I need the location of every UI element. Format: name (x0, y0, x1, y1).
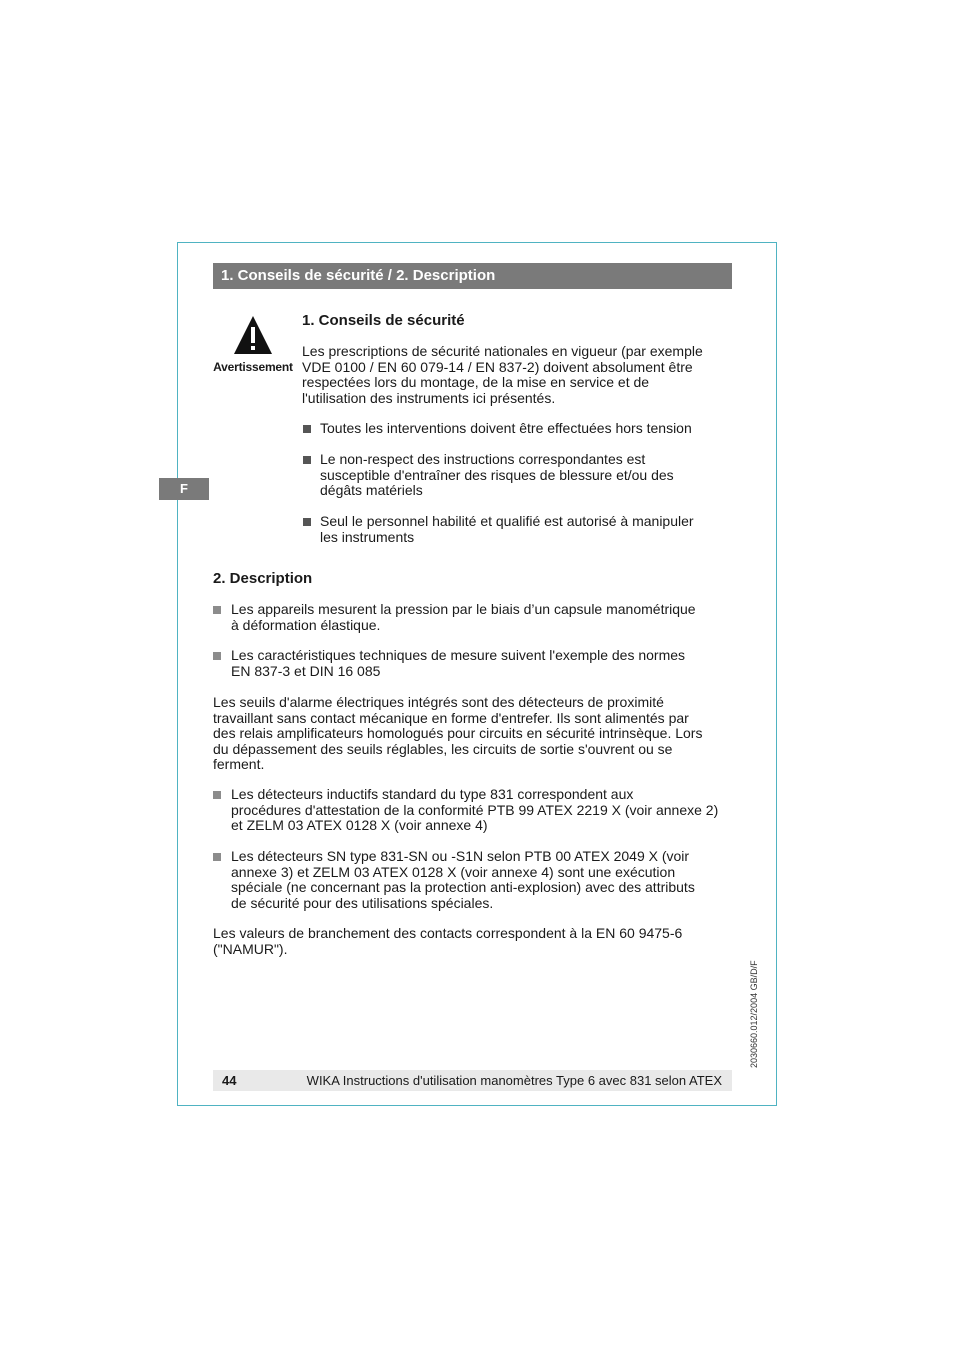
intro-line: VDE 0100 / EN 60 079-14 / EN 837-2) doivent absolument être (302, 358, 693, 375)
bullet-line: Le non-respect des instructions correspondantes est (320, 451, 646, 467)
bullet-line: les instruments (320, 528, 415, 545)
footer-title: WIKA Instructions d'utilisation manomètres Type 6 avec 831 selon ATEX (306, 1073, 722, 1088)
bullet-square-icon (303, 425, 311, 433)
paragraph-line: ("NAMUR"). (213, 940, 288, 957)
section1-bullet (303, 421, 692, 437)
bullet-line: et ZELM 03 ATEX 0128 X (voir annexe 4) (231, 817, 488, 833)
document-code: 2030660.012/2004 GB/D/F (749, 960, 759, 1068)
bullet-line: spéciale (ne concernant pas la protection anti-explosion) avec des attributs (231, 879, 695, 895)
section1-intro (302, 344, 703, 406)
paragraph-line: ferment. (213, 756, 265, 772)
section2-bullet (213, 602, 696, 633)
section2-bullet (213, 849, 695, 911)
paragraph-line: du dépassement des seuils réglables, les circuits de sortie s'ouvrent ou se (213, 740, 673, 757)
section2-heading: 2. Description (213, 570, 313, 587)
bullet-line: dégâts matériels (320, 482, 423, 498)
bullet-line: Les caractéristiques techniques de mesure suivent l'exemple des normes (231, 647, 686, 663)
warning-label: Avertissement (213, 360, 293, 374)
language-tab: F (159, 478, 209, 500)
bullet-line: Seul le personnel habilité et qualifié est autorisé à manipuler (320, 513, 694, 529)
bullet-square-icon (303, 518, 311, 526)
bullet-line: Les détecteurs inductifs standard du type 831 correspondent aux (231, 786, 634, 802)
paragraph-line: des relais amplificateurs homologués pour circuits en sécurité intrinsèque. Lors (213, 725, 703, 741)
bullet-line: EN 837-3 et DIN 16 085 (231, 662, 381, 679)
intro-line: l'utilisation des instruments ici présentés. (302, 389, 556, 406)
bullet-square-icon (213, 853, 221, 861)
paragraph-line: Les seuils d'alarme électriques intégrés sont des détecteurs de proximité (213, 694, 664, 710)
intro-line: respectées lors du montage, de la mise en service et de (302, 374, 650, 390)
bullet-line: susceptible d'entraîner des risques de blessure et/ou des (320, 466, 674, 483)
bullet-line: de sécurité pour des utilisations spéciales. (231, 894, 494, 911)
section2-bullet (213, 787, 718, 834)
paragraph-line: travaillant sans contact mécanique en forme d'entrefer. Ils sont alimentés par (213, 709, 689, 726)
section1-heading: 1. Conseils de sécurité (302, 312, 465, 329)
section1-bullet (303, 452, 674, 499)
section2-bullet (213, 648, 685, 679)
paragraph-line: Les valeurs de branchement des contacts correspondent à la EN 60 9475-6 (213, 925, 683, 941)
page-number: 44 (222, 1073, 237, 1088)
warning-triangle-icon (232, 314, 274, 356)
section2-closing-paragraph (213, 926, 682, 957)
footer-bar (213, 1070, 732, 1091)
section-header-bar: 1. Conseils de sécurité / 2. Description (213, 263, 732, 289)
bullet-square-icon (213, 652, 221, 660)
bullet-line: annexe 3) et ZELM 03 ATEX 0128 X (voir annexe 4) sont une exécution (231, 863, 676, 880)
bullet-line: à déformation élastique. (231, 616, 381, 633)
section1-bullet (303, 514, 694, 545)
bullet-square-icon (303, 456, 311, 464)
bullet-line: Les appareils mesurent la pression par le biais d’un capsule manométrique (231, 601, 696, 617)
bullet-line: Toutes les interventions doivent être effectuées hors tension (320, 420, 692, 436)
intro-line: Les prescriptions de sécurité nationales en vigueur (par exemple (302, 343, 703, 359)
section2-paragraph (213, 695, 702, 773)
bullet-line: Les détecteurs SN type 831-SN ou -S1N selon PTB 00 ATEX 2049 X (voir (231, 848, 690, 864)
warning-block (210, 314, 296, 374)
bullet-square-icon (213, 606, 221, 614)
bullet-line: procédures d'attestation de la conformité PTB 99 ATEX 2219 X (voir annexe 2) (231, 801, 719, 818)
bullet-square-icon (213, 791, 221, 799)
